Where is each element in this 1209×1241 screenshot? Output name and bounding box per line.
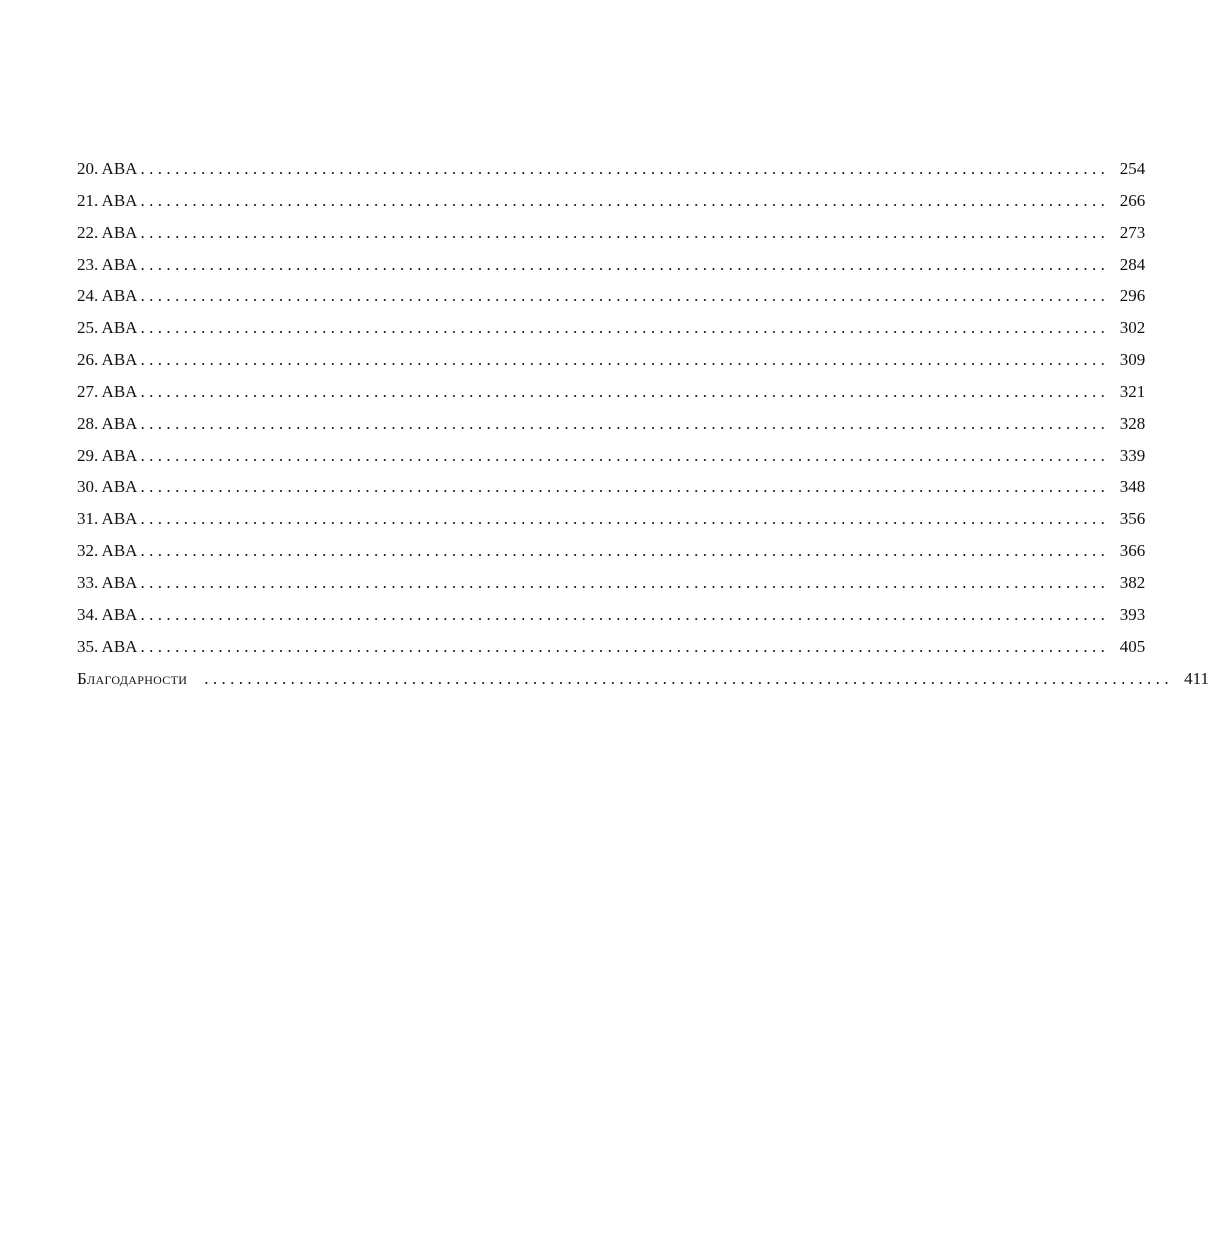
dot-leader: ................................................................................................................ — [140, 350, 1110, 370]
toc-entry-label: 31. ABA — [77, 509, 138, 529]
toc-entry[interactable] — [77, 445, 1146, 479]
dot-leader: ................................................................................................................ — [140, 381, 1110, 401]
dot-leader: ................................................................................................................ — [140, 413, 1110, 433]
toc-entry[interactable] — [77, 159, 1146, 192]
toc-entry-label: 32. ABA — [77, 541, 138, 561]
toc-entry-label: 28. ABA — [77, 413, 138, 433]
toc-entry[interactable] — [77, 350, 1146, 383]
dot-leader: ................................................................................................................ — [140, 541, 1110, 561]
toc-entry[interactable] — [77, 413, 1146, 447]
toc-entry-page: 339 — [1119, 445, 1146, 465]
toc-entry-page: 393 — [1119, 604, 1146, 624]
toc-entry-page: 382 — [1119, 572, 1146, 592]
toc-entry[interactable] — [77, 604, 1146, 638]
dot-leader: ................................................................................................................ — [140, 604, 1110, 624]
toc-entry[interactable] — [77, 286, 1146, 319]
toc-entry-label: Благодарности — [77, 668, 188, 688]
toc-entry-page: 366 — [1119, 541, 1146, 561]
toc-entry-label: 25. ABA — [77, 318, 138, 338]
dot-leader: ................................................................................................................ — [140, 286, 1110, 306]
toc-entry[interactable] — [77, 222, 1146, 256]
toc-entry[interactable] — [77, 636, 1146, 670]
toc-entry-page: 296 — [1119, 286, 1146, 306]
toc-entry-label: 27. ABA — [77, 381, 138, 401]
dot-leader: ................................................................................................................ — [204, 668, 1173, 688]
dot-leader: ................................................................................................................ — [140, 509, 1110, 529]
toc-entry-page: 321 — [1119, 381, 1146, 401]
toc-entry[interactable] — [77, 254, 1146, 288]
toc-entry[interactable] — [77, 541, 1146, 574]
toc-entry-label: 33. ABA — [77, 572, 138, 592]
toc-entry-page: 273 — [1119, 222, 1146, 242]
toc-entry-page: 405 — [1119, 636, 1146, 656]
toc-entry-page: 411 — [1184, 668, 1209, 688]
toc-entry-label: 21. ABA — [77, 190, 138, 210]
toc-entry-label: 30. ABA — [77, 477, 138, 497]
toc-entry-label: 35. ABA — [77, 636, 138, 656]
toc-entry[interactable] — [77, 509, 1146, 542]
dot-leader: ................................................................................................................ — [140, 159, 1110, 178]
dot-leader: ................................................................................................................ — [140, 222, 1110, 242]
toc-entry-page: 254 — [1119, 159, 1146, 178]
table-of-contents — [77, 159, 1209, 701]
toc-entry-label: 34. ABA — [77, 604, 138, 624]
toc-entry[interactable] — [77, 318, 1146, 351]
toc-entry-page: 309 — [1119, 350, 1146, 370]
dot-leader: ................................................................................................................ — [140, 636, 1110, 656]
toc-entry-page: 328 — [1119, 413, 1146, 433]
toc-entry-acknowledgements[interactable] — [77, 668, 1209, 702]
toc-entry[interactable] — [77, 381, 1146, 415]
toc-entry-label: 26. ABA — [77, 350, 138, 370]
toc-entry-page: 284 — [1119, 254, 1146, 274]
toc-entry-page: 348 — [1119, 477, 1146, 497]
toc-entry-page: 302 — [1119, 318, 1146, 338]
toc-entry-page: 266 — [1119, 190, 1146, 210]
dot-leader: ................................................................................................................ — [140, 190, 1110, 210]
dot-leader: ................................................................................................................ — [140, 254, 1110, 274]
toc-entry-label: 23. ABA — [77, 254, 138, 274]
dot-leader: ................................................................................................................ — [140, 445, 1110, 465]
toc-entry-page: 356 — [1119, 509, 1146, 529]
toc-entry-label: 29. ABA — [77, 445, 138, 465]
toc-entry-label: 24. ABA — [77, 286, 138, 306]
toc-entry[interactable] — [77, 572, 1146, 606]
toc-entry-label: 20. ABA — [77, 159, 138, 178]
toc-entry[interactable] — [77, 190, 1146, 224]
toc-entry[interactable] — [77, 477, 1146, 510]
dot-leader: ................................................................................................................ — [140, 477, 1110, 497]
dot-leader: ................................................................................................................ — [140, 318, 1110, 338]
dot-leader: ................................................................................................................ — [140, 572, 1110, 592]
toc-entry-label: 22. ABA — [77, 222, 138, 242]
